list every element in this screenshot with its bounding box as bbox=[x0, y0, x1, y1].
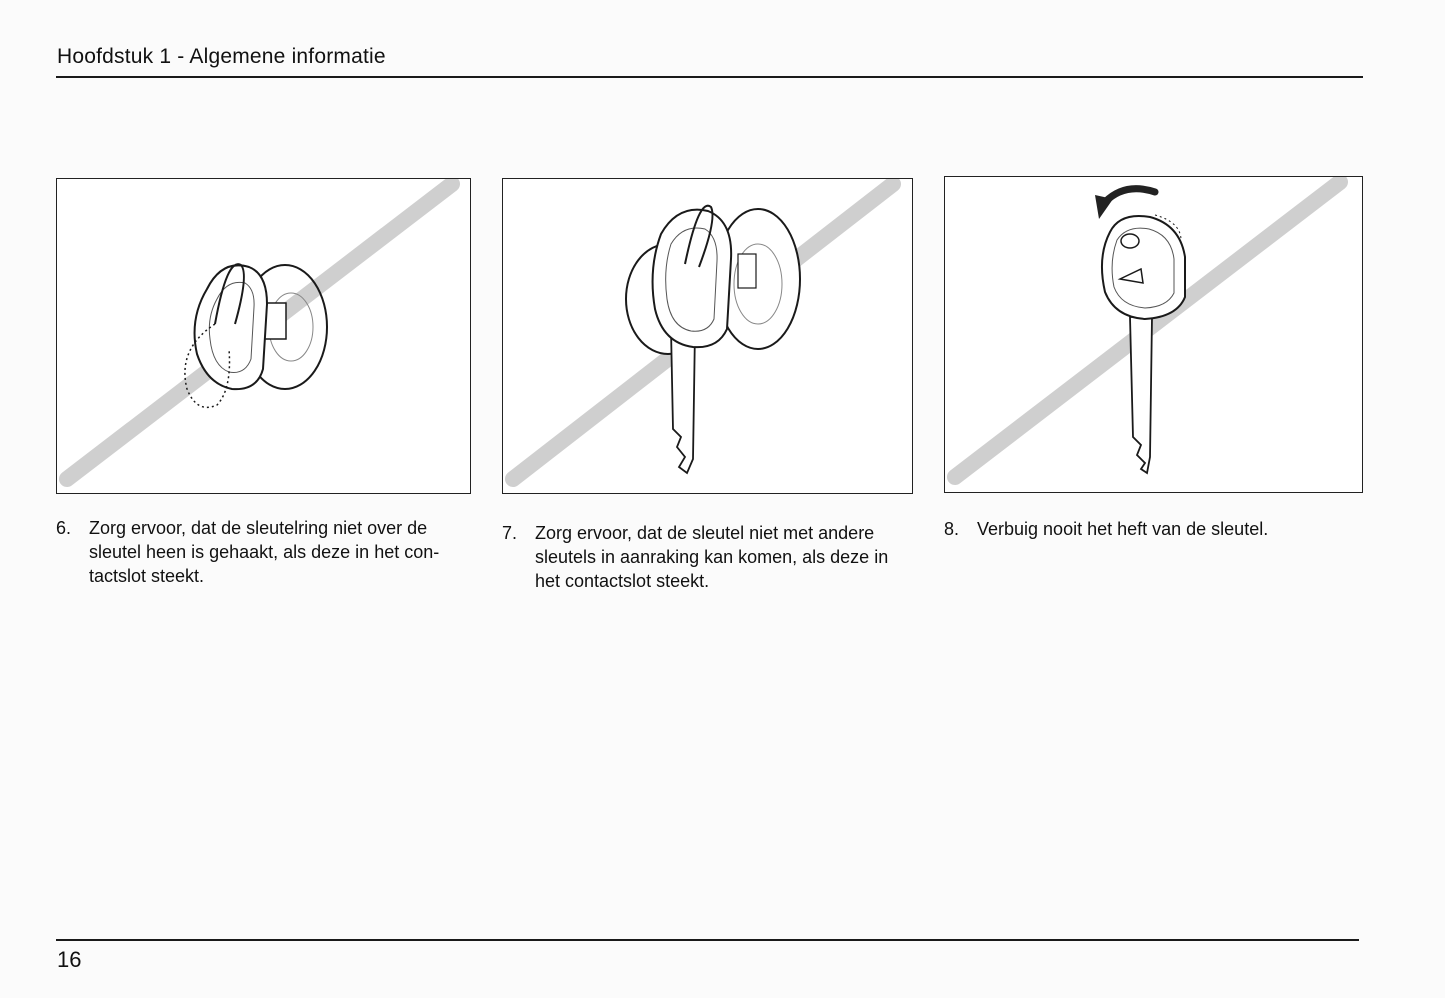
list-item bbox=[502, 521, 922, 601]
figure-multiple-keys-illustration bbox=[502, 178, 913, 494]
page-number: 16 bbox=[57, 947, 82, 972]
header-divider bbox=[56, 76, 1363, 78]
item-text: Zorg ervoor, dat de sleutel niet met andere sleutels in aanraking kan komen, als deze in het contactslot steekt. bbox=[535, 523, 889, 591]
footer-divider bbox=[56, 939, 1359, 941]
figure-bend-key-illustration bbox=[944, 176, 1363, 493]
item-number: 8. bbox=[944, 519, 960, 539]
item-text: Zorg ervoor, dat de sleutelring niet over de sleutel heen is gehaakt, als deze in het con- tactslot steekt. bbox=[89, 518, 440, 586]
key-ring-icon bbox=[57, 179, 470, 493]
item-number: 7. bbox=[502, 523, 518, 543]
list-item bbox=[944, 517, 1364, 547]
chapter-title: Hoofdstuk 1 - Algemene informatie bbox=[57, 45, 386, 68]
list-item bbox=[56, 516, 476, 596]
key-bend-icon bbox=[945, 177, 1362, 492]
figure-key-ring-illustration bbox=[56, 178, 471, 494]
keys-icon bbox=[503, 179, 912, 493]
item-text: Verbuig nooit het heft van de sleutel. bbox=[977, 519, 1269, 539]
item-number: 6. bbox=[56, 518, 72, 538]
